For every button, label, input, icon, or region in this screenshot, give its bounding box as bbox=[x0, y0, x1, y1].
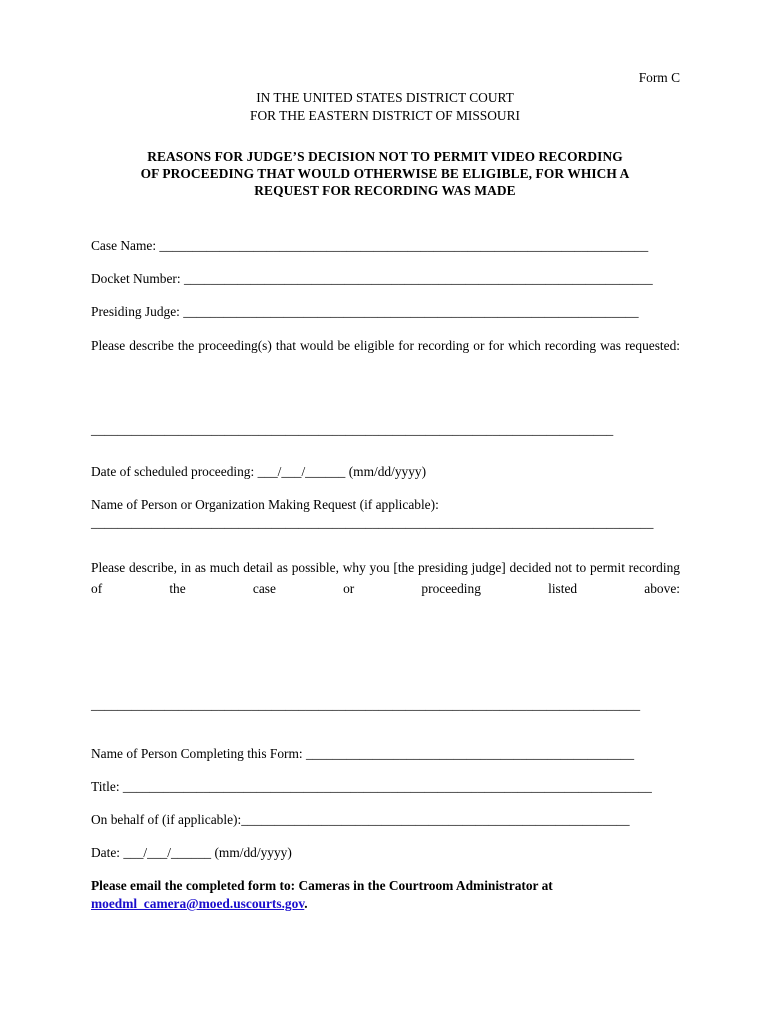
case-name-field[interactable]: Case Name: _________________________________________________________________________ bbox=[91, 238, 649, 253]
on-behalf-field[interactable]: On behalf of (if applicable):__________________________________________________________ bbox=[91, 812, 630, 827]
form-title-line-1: REASONS FOR JUDGE’S DECISION NOT TO PERMIT VIDEO RECORDING bbox=[147, 149, 623, 164]
date-field[interactable]: Date: ___/___/______ (mm/dd/yyyy) bbox=[91, 845, 292, 860]
docket-number-field[interactable]: Docket Number: ______________________________________________________________________ bbox=[91, 271, 653, 286]
email-line bbox=[91, 896, 308, 912]
form-title-line-2: OF PROCEEDING THAT WOULD OTHERWISE BE ELIGIBLE, FOR WHICH A bbox=[140, 166, 630, 181]
proceeding-description-field[interactable]: ______________________________________________________________________________ bbox=[91, 422, 614, 437]
name-completing-field[interactable]: Name of Person Completing this Form: _________________________________________________ bbox=[91, 746, 635, 761]
describe-proceeding-prompt: Please describe the proceeding(s) that would be eligible for recording or for which recording was requested: bbox=[91, 338, 680, 353]
email-link[interactable]: moedml_camera@moed.uscourts.gov bbox=[91, 896, 305, 911]
reason-description-field[interactable]: __________________________________________________________________________________ bbox=[91, 697, 641, 712]
form-title-line-3: REQUEST FOR RECORDING WAS MADE bbox=[254, 183, 516, 198]
email-period: . bbox=[304, 896, 308, 911]
court-name-line-2: FOR THE EASTERN DISTRICT OF MISSOURI bbox=[250, 108, 520, 123]
presiding-judge-field[interactable]: Presiding Judge: ____________________________________________________________________ bbox=[91, 304, 639, 319]
requester-name-field[interactable]: ____________________________________________________________________________________ bbox=[91, 515, 654, 530]
date-scheduled-field[interactable]: Date of scheduled proceeding: ___/___/______ (mm/dd/yyyy) bbox=[91, 464, 427, 479]
describe-reason-prompt: Please describe, in as much detail as possible, why you [the presiding judge] decided not to permit recording of the case or proceeding listed above: bbox=[91, 560, 680, 596]
requester-name-label: Name of Person or Organization Making Request (if applicable): bbox=[91, 497, 439, 512]
court-name-line-1: IN THE UNITED STATES DISTRICT COURT bbox=[256, 90, 514, 105]
title-field[interactable]: Title: _______________________________________________________________________________ bbox=[91, 779, 652, 794]
form-label: Form C bbox=[638, 70, 680, 85]
email-instruction: Please email the completed form to: Cameras in the Courtroom Administrator at bbox=[91, 878, 553, 893]
